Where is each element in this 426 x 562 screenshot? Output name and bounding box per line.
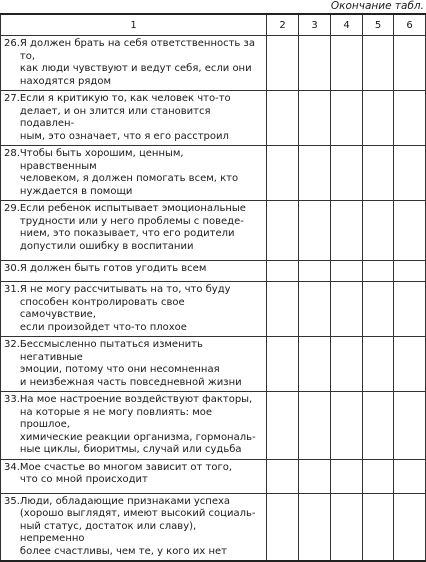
rating-cell-2[interactable] <box>267 459 299 493</box>
statement-number: 32. <box>4 339 20 350</box>
statement-cell <box>1 337 267 392</box>
rating-cell-4[interactable] <box>331 493 363 561</box>
header-row <box>1 14 426 36</box>
col-header-6: 6 <box>394 14 426 36</box>
rating-cell-2[interactable] <box>267 146 299 201</box>
col-header-5: 5 <box>363 14 394 36</box>
col-header-3: 3 <box>299 14 331 36</box>
table-row <box>1 91 426 146</box>
rating-cell-5[interactable] <box>363 91 394 146</box>
questionnaire-table <box>0 13 426 562</box>
rating-cell-4[interactable] <box>331 146 363 201</box>
statement-number: 30. <box>4 263 20 274</box>
rating-cell-5[interactable] <box>363 261 394 282</box>
rating-cell-4[interactable] <box>331 392 363 460</box>
rating-cell-5[interactable] <box>363 36 394 91</box>
rating-cell-2[interactable] <box>267 261 299 282</box>
rating-cell-6[interactable] <box>394 91 426 146</box>
table-row <box>1 337 426 392</box>
table-row <box>1 282 426 337</box>
rating-cell-6[interactable] <box>394 459 426 493</box>
statement-number: 35. <box>4 495 20 507</box>
table-row <box>1 493 426 561</box>
statement-text: Я должен быть готов угодить всем <box>19 263 207 274</box>
statement-cell <box>1 146 267 201</box>
table-row <box>1 459 426 493</box>
rating-cell-6[interactable] <box>394 261 426 282</box>
statement-cell <box>1 459 267 493</box>
rating-cell-3[interactable] <box>299 337 331 392</box>
rating-cell-6[interactable] <box>394 392 426 460</box>
statement-cell <box>1 201 267 261</box>
statement-text: Если ребенок испытывает эмоциональные трудности или у него проблемы с поведе- нием, это показывает, что его родители допустили ошибку в воспитании <box>19 203 246 252</box>
rating-cell-4[interactable] <box>331 36 363 91</box>
table-row <box>1 146 426 201</box>
table-row <box>1 261 426 282</box>
rating-cell-4[interactable] <box>331 459 363 493</box>
rating-cell-6[interactable] <box>394 36 426 91</box>
rating-cell-3[interactable] <box>299 261 331 282</box>
rating-cell-3[interactable] <box>299 146 331 201</box>
rating-cell-3[interactable] <box>299 91 331 146</box>
statement-text: Мое счастье во многом зависит от того, что со мной происходит <box>19 461 233 485</box>
rating-cell-3[interactable] <box>299 282 331 337</box>
table-row <box>1 392 426 460</box>
col-header-4: 4 <box>331 14 363 36</box>
col-header-1: 1 <box>1 14 267 36</box>
rating-cell-5[interactable] <box>363 282 394 337</box>
statement-text: Я должен брать на себя ответственность за то, как люди чувствуют и ведут себя, если они находятся рядом <box>19 38 255 87</box>
statement-text: Я не могу рассчитывать на то, что буду способен контролировать свое самочувствие, если произойдет что-то плохое <box>19 284 231 333</box>
rating-cell-2[interactable] <box>267 36 299 91</box>
table-row <box>1 36 426 91</box>
rating-cell-6[interactable] <box>394 201 426 261</box>
rating-cell-6[interactable] <box>394 146 426 201</box>
rating-cell-6[interactable] <box>394 493 426 561</box>
rating-cell-2[interactable] <box>267 493 299 561</box>
statement-number: 29. <box>4 203 20 214</box>
table-row <box>1 201 426 261</box>
statement-number: 34. <box>4 461 20 473</box>
statement-number: 31. <box>4 284 20 295</box>
rating-cell-3[interactable] <box>299 201 331 261</box>
rating-cell-5[interactable] <box>363 459 394 493</box>
rating-cell-2[interactable] <box>267 201 299 261</box>
statement-cell <box>1 91 267 146</box>
rating-cell-2[interactable] <box>267 392 299 460</box>
rating-cell-3[interactable] <box>299 36 331 91</box>
statement-number: 27. <box>4 93 20 104</box>
statement-cell <box>1 392 267 460</box>
rating-cell-3[interactable] <box>299 392 331 460</box>
rating-cell-2[interactable] <box>267 282 299 337</box>
statement-number: 28. <box>4 148 20 159</box>
rating-cell-2[interactable] <box>267 337 299 392</box>
rating-cell-3[interactable] <box>299 493 331 561</box>
statement-text: Чтобы быть хорошим, ценным, нравственным человеком, я должен помогать всем, кто нуждается в помощи <box>19 148 239 197</box>
rating-cell-4[interactable] <box>331 201 363 261</box>
rating-cell-2[interactable] <box>267 91 299 146</box>
statement-number: 33. <box>4 394 20 405</box>
rating-cell-5[interactable] <box>363 146 394 201</box>
col-header-2: 2 <box>267 14 299 36</box>
rating-cell-4[interactable] <box>331 91 363 146</box>
rating-cell-4[interactable] <box>331 282 363 337</box>
statement-cell <box>1 493 267 561</box>
rating-cell-4[interactable] <box>331 337 363 392</box>
statement-cell <box>1 282 267 337</box>
statement-text: Если я критикую то, как человек что-то делает, и он злится или становится подавлен- ным, это означает, что я его расстроил <box>19 93 231 142</box>
rating-cell-5[interactable] <box>363 201 394 261</box>
statement-cell <box>1 261 267 282</box>
statement-cell <box>1 36 267 91</box>
statement-number: 26. <box>4 38 20 49</box>
table-caption: Окончание табл. <box>330 0 424 12</box>
rating-cell-5[interactable] <box>363 337 394 392</box>
statement-text: На мое настроение воздействуют факторы, на которые я не могу повлиять: мое прошлое, химические реакции организма, гормональ- ные циклы, биоритмы, случай или судьба <box>19 394 256 455</box>
rating-cell-6[interactable] <box>394 282 426 337</box>
rating-cell-5[interactable] <box>363 392 394 460</box>
rating-cell-4[interactable] <box>331 261 363 282</box>
rating-cell-6[interactable] <box>394 337 426 392</box>
rating-cell-3[interactable] <box>299 459 331 493</box>
statement-text: Люди, обладающие признаками успеха (хорошо выглядят, имеют высокий социаль- ный статус, достаток или славу), непременно более счастливы, чем те, у кого их нет <box>19 495 256 557</box>
statement-text: Бессмысленно пытаться изменить негативные эмоции, потому что они несомненная и неизбежная часть повседневной жизни <box>19 339 242 388</box>
rating-cell-5[interactable] <box>363 493 394 561</box>
